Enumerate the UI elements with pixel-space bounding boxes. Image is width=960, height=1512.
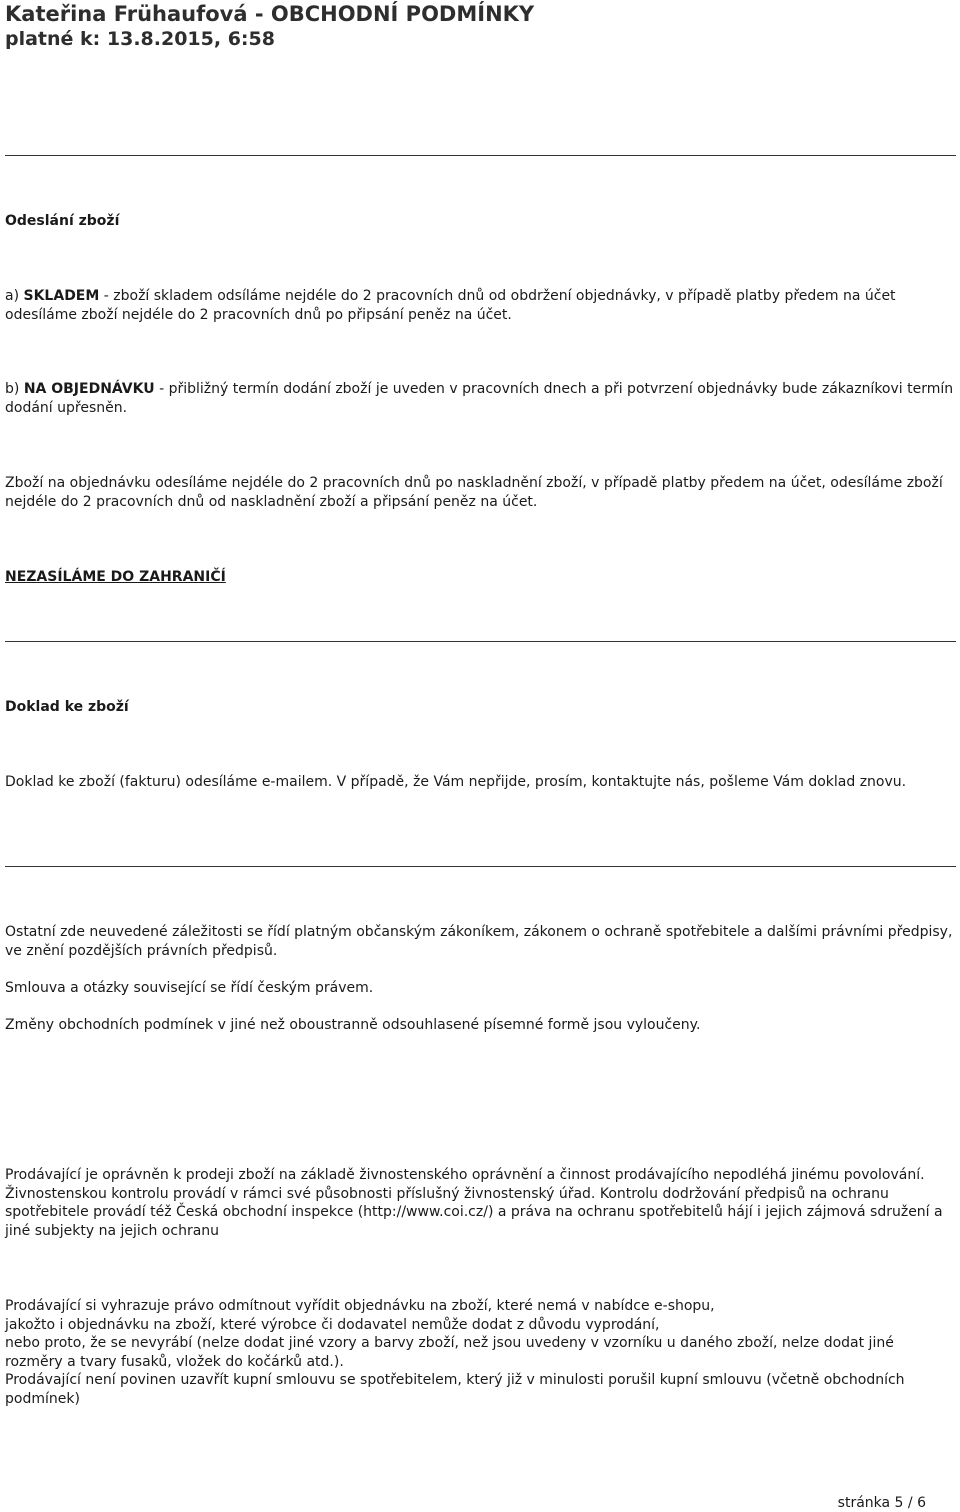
document-valid-date: platné k: 13.8.2015, 6:58 [5, 28, 275, 50]
seller-rights-line: jakožto i objednávku na zboží, které výrobce či dodavatel nemůže dodat z důvodu vyprodání, [5, 1316, 660, 1333]
shipping-a-text: - zboží skladem odsíláme nejdéle do 2 pracovních dnů od obdržení objednávky, v případě platby předem na účet odesíláme zboží nejdéle do 2 pracovních dnů po připsání peněz na účet. [5, 288, 896, 323]
section-heading-shipping: Odeslání zboží [5, 213, 120, 229]
receipt-paragraph: Doklad ke zboží (fakturu) odesíláme e-mailem. V případě, že Vám nepřijde, prosím, kontaktujte nás, pošleme Vám doklad znovu. [5, 774, 907, 790]
document-title: Kateřina Frühaufová - OBCHODNÍ PODMÍNKY [5, 2, 535, 26]
seller-rights-line: Prodávající není povinen uzavřít kupní smlouvu se spotřebitelem, který již v minulosti porušil kupní smlouvu (včetně obchodních podmínek) [5, 1372, 905, 1407]
seller-rights-paragraph [5, 1297, 955, 1408]
seller-authorization-paragraph: Prodávající je oprávněn k prodeji zboží na základě živnostenského oprávnění a činnost prodávajícího nepodléhá jinému povolování. Živnostenskou kontrolu provádí v rámci své působnosti příslušný živnostenský úřad. Kontrolu dodržování předpisů na ochranu spotřebitele provádí též Česká obchodní inspekce (http://www.coi.cz/) a práva na ochranu spotřebitelů hájí i jejich zájmová sdružení a jiné subjekty na jejich ochranu [5, 1167, 943, 1239]
shipping-b-text: - přibližný termín dodání zboží je uveden v pracovních dnech a při potvrzení objednávky bude zákazníkovi termín dodání upřesněn. [5, 381, 954, 416]
shipping-order-paragraph: Zboží na objednávku odesíláme nejdéle do 2 pracovních dnů po naskladnění zboží, v případě platby předem na účet, odesíláme zboží nejdéle do 2 pracovních dnů od naskladnění zboží a připsání peněz na účet. [5, 475, 943, 510]
section-heading-receipt: Doklad ke zboží [5, 699, 129, 715]
divider [5, 866, 956, 867]
divider [5, 155, 956, 156]
shipping-b-label: NA OBJEDNÁVKU [23, 381, 155, 397]
law-paragraph: Smlouva a otázky související se řídí českým právem. [5, 980, 374, 996]
legal-paragraph: Ostatní zde neuvedené záležitosti se řídí platným občanským zákoníkem, zákonem o ochraně spotřebitele a dalšími právními předpisy, ve znění pozdějších právních předpisů. [5, 924, 953, 959]
changes-paragraph: Změny obchodních podmínek v jiné než oboustranně odsouhlasené písemné formě jsou vyloučeny. [5, 1017, 701, 1033]
shipping-a-prefix: a) [5, 288, 24, 304]
no-abroad-notice: NEZASÍLÁME DO ZAHRANIČÍ [5, 569, 226, 585]
shipping-paragraph-b [5, 380, 955, 417]
shipping-a-label: SKLADEM [23, 288, 100, 304]
shipping-b-prefix: b) [5, 381, 24, 397]
divider [5, 641, 956, 642]
page-number: stránka 5 / 6 [837, 1495, 926, 1511]
seller-rights-line: Prodávající si vyhrazuje právo odmítnout vyřídit objednávku na zboží, které nemá v nabídce e-shopu, [5, 1298, 715, 1314]
seller-rights-line: nebo proto, že se nevyrábí (nelze dodat jiné vzory a barvy zboží, než jsou uvedeny v vzorníku u daného zboží, nelze dodat jiné rozměry a tvary fusaků, vložek do kočárků atd.). [5, 1335, 894, 1370]
shipping-paragraph-a [5, 287, 955, 324]
